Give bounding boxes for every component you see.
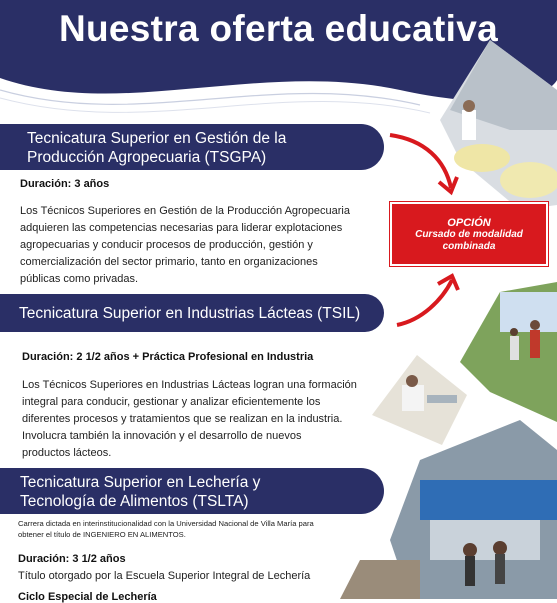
page-title: Nuestra oferta educativa [58,8,499,49]
note-line: obtener el título de INGENIERO EN ALIMENTOS. [18,530,186,539]
badge-line3: combinada [442,241,496,252]
program-title-line: Tecnicatura Superior en Lechería y [20,474,261,491]
option-badge [390,202,548,266]
desc-line: comercialización del sector primario, tanto en organizaciones [20,256,318,268]
desc-line: adquieren las competencias necesarias para liderar explotaciones [20,222,343,234]
program-title-line: Producción Agropecuaria (TSGPA) [27,149,267,166]
program-title-line: Tecnología de Alimentos (TSLTA) [20,493,249,510]
arrow-down-icon [385,130,465,200]
program-title-line: Tecnicatura Superior en Industrias Lácteas (TSIL) [19,305,361,322]
duration-tsgpa: Duración: 3 años [20,178,110,190]
duration-tsil: Duración: 2 1/2 años + Práctica Profesional en Industria [22,351,314,363]
program-title-tsil [0,294,384,332]
note-tslta [18,518,388,540]
badge-line2: Cursado de modalidad [415,229,523,240]
desc-line: productos lácteos. [22,447,112,459]
desc-line: Los Técnicos Superiores en Gestión de la Producción Agropecuaria [20,205,350,217]
program-title-line: Tecnicatura Superior en Gestión de la [27,130,287,147]
note-line: Carrera dictada en interinstitucionalidad con la Universidad Nacional de Villa María para [18,519,314,528]
desc-tsgpa [20,203,390,288]
extra-tslta: Título otorgado por la Escuela Superior Integral de Lechería [18,570,311,582]
badge-line1: OPCIÓN [447,217,491,229]
program-title-tsgpa [0,124,384,170]
duration-tslta: Duración: 3 1/2 años [18,553,126,565]
desc-line: públicas como privadas. [20,273,139,285]
desc-line: Involucra también la innovación y el desarrollo de nuevos [22,430,302,442]
program-title-tslta [0,468,384,514]
desc-line: Los Técnicos Superiores en Industrias Lácteas logran una formación [22,379,357,391]
desc-line: agropecuarias y conducir procesos de producción, gestión y [20,239,313,251]
field-students-photo [460,282,557,422]
desc-line: integral para conducir, gestionar y analizar eficientemente los [22,396,321,408]
arrow-up-icon [392,270,472,330]
desc-line: diferentes procesos y tratamientos que se realizan en la industria. [22,413,343,425]
cut-line: Ciclo Especial de Lechería [18,591,157,603]
desc-tsil [22,377,392,462]
